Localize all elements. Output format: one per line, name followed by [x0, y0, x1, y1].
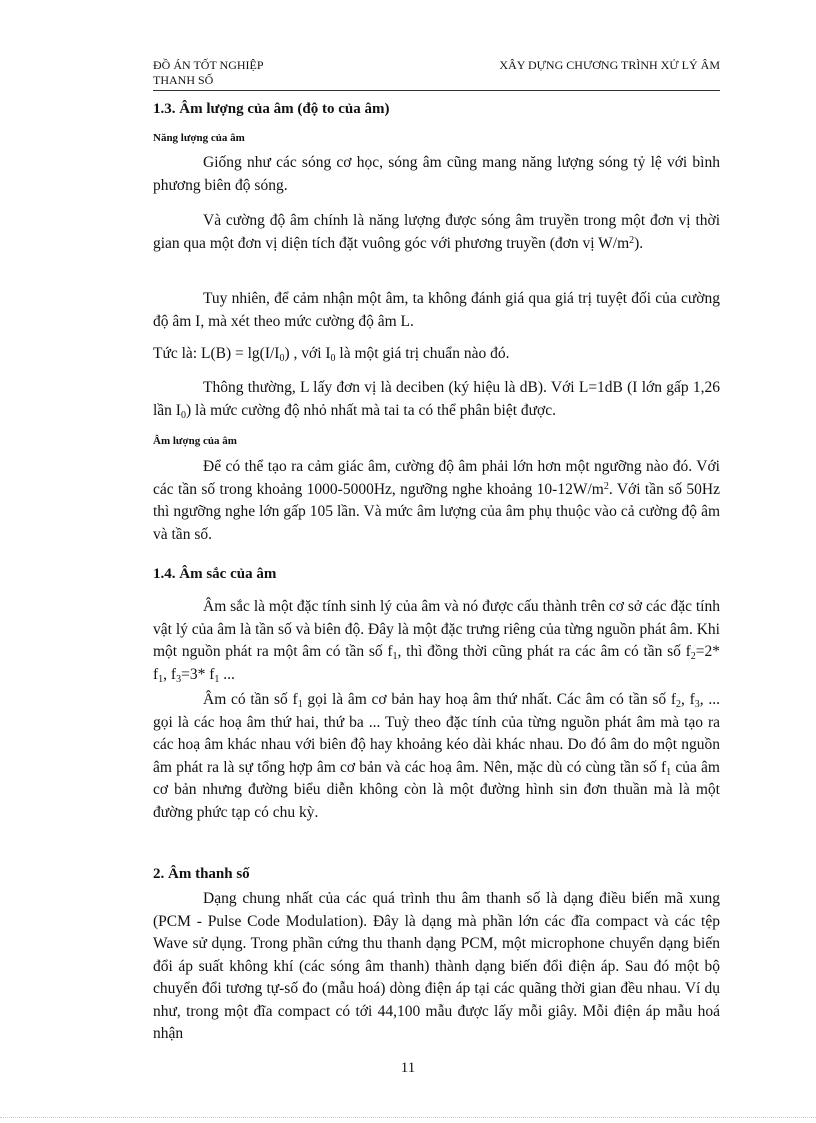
paragraph: Tuy nhiên, để cảm nhận một âm, ta không đánh giá qua giá trị tuyệt đối của cường độ âm I, mà xét theo mức cường độ âm L. [153, 290, 720, 330]
header-left [153, 58, 264, 88]
paragraph: Để có thể tạo ra cảm giác âm, cường độ âm phải lớn hơn một ngưỡng nào đó. Với các tần số trong khoảng 1000-5000Hz, ngưỡng nghe khoảng $10-12W/m^2$. Với tần số 50Hz thì ngưỡng nghe lớn gấp 105 lần. Và mức âm lượng của âm phụ thuộc vào cả cường độ âm và tần số. [153, 458, 720, 543]
paragraph: Âm sắc là một đặc tính sinh lý của âm và nó được cấu thành trên cơ sở các đặc tính vật lý của âm là tần số và biên độ. Đây là một đặc trưng riêng của từng nguồn phát âm. Khi một nguồn phát ra một âm có tần số $f_1$, thì đồng thời cũng phát ra các âm có tần số $f_2=2*$ $f_1$, $f_3=3*$ $f_1$ ... [153, 598, 720, 685]
page-header [153, 58, 720, 91]
paragraph: Âm có tần số $f_1$ gọi là âm cơ bản hay hoạ âm thứ nhất. Các âm có tần số $f_2$, $f_3$, ... gọi là các hoạ âm thứ hai, thứ ba ... Tuỳ theo đặc tính của từng nguồn phát âm mà tạo ra các hoạ âm khác nhau với biên độ hay khoảng kéo dài khác nhau. Do đó âm do một nguồn âm phát ra là sự tổng hợp âm cơ bản và các hoạ âm. Nên, mặc dù có cùng tần số $f_1$ của âm cơ bản nhưng đường biểu diễn không còn là một đường hình sin đơn thuần mà là một đường phức tạp có chu kỳ. [153, 691, 720, 821]
section-2-title: 2. Âm thanh số [153, 866, 250, 882]
header-right: XÂY DỰNG CHƯƠNG TRÌNH XỬ LÝ ÂM [499, 58, 720, 72]
paragraph: Và cường độ âm chính là năng lượng được sóng âm truyền trong một đơn vị thời gian qua một đơn vị diện tích đặt vuông góc với phương truyền (đơn vị $W/m^2$). [153, 212, 720, 252]
subheading-am-luong: Âm lượng của âm [153, 435, 237, 447]
formula-line: Tức là: $L(B) = \lg(I/I_0)$ , với $I_0$ là một giá trị chuẩn nào đó. [153, 345, 510, 364]
page-bottom-divider [0, 1117, 816, 1118]
page-number: 11 [400, 1060, 416, 1076]
header-left-line1: ĐỒ ÁN TỐT NGHIỆP [153, 58, 264, 72]
section-1-3-title: 1.3. Âm lượng của âm (độ to của âm) [153, 101, 390, 117]
header-left-line2: THANH SỐ [153, 73, 214, 87]
subheading-nang-luong: Năng lượng của âm [153, 132, 245, 144]
paragraph: Dạng chung nhất của các quá trình thu âm thanh số là dạng điều biến mã xung (PCM - Pulse Code Modulation). Đây là dạng mà phần lớn các đĩa compact và các tệp Wave sử dụng. Trong phần cứng thu thanh dạng PCM, một microphone chuyển dạng biến đổi áp suất không khí (các sóng âm thanh) thành dạng biến đổi điện áp. Sau đó một bộ chuyển đổi tương tự-số đo (mẫu hoá) dòng điện áp tại các quãng thời gian đều nhau. Ví dụ như, trong một đĩa compact có tới 44,100 mẫu được lấy mỗi giây. Mỗi điện áp mẫu hoá nhận [153, 890, 720, 1042]
paragraph: Giống như các sóng cơ học, sóng âm cũng mang năng lượng sóng tỷ lệ với bình phương biên độ sóng. [153, 154, 720, 194]
section-1-4-title: 1.4. Âm sắc của âm [153, 566, 277, 582]
paragraph: Thông thường, L lấy đơn vị là deciben (ký hiệu là dB). Với L=1dB (I lớn gấp 1,26 lần $I_0$) là mức cường độ nhỏ nhất mà tai ta có thể phân biệt được. [153, 379, 720, 421]
